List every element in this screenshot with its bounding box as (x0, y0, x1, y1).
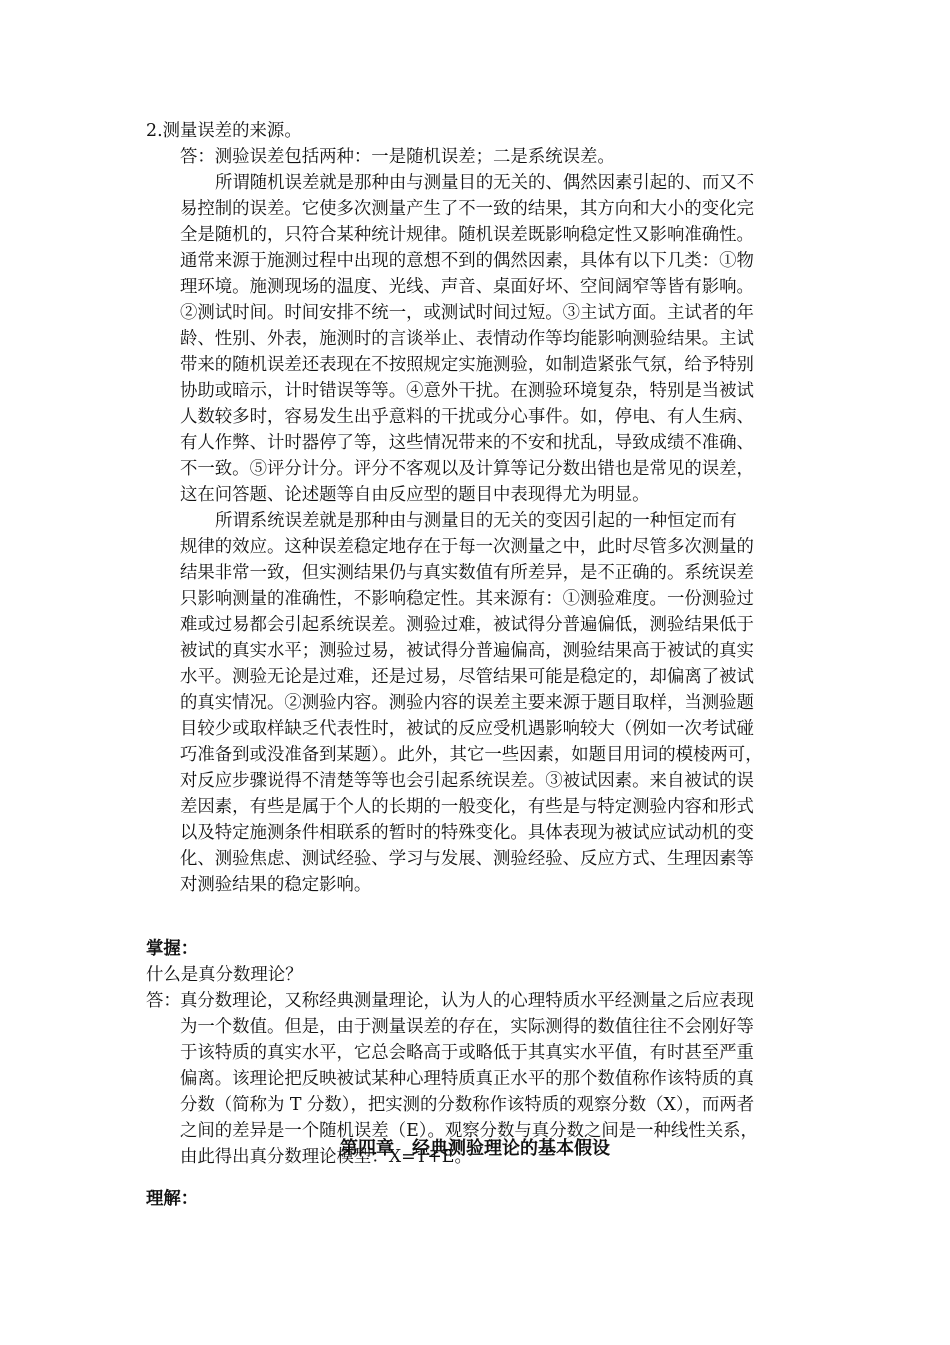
paragraph-line: 这在问答题、论述题等自由反应型的题目中表现得尤为明显。 (180, 485, 650, 505)
paragraph-line: 易控制的误差。它使多次测量产生了不一致的结果，其方向和大小的变化完 (180, 199, 754, 219)
paragraph-line: 通常来源于施测过程中出现的意想不到的偶然因素，具体有以下几类：①物 (180, 251, 754, 271)
paragraph-line: 化、测验焦虑、测试经验、学习与发展、测验经验、反应方式、生理因素等 (180, 849, 754, 869)
paragraph-line: 理环境。施测现场的温度、光线、声音、桌面好坏、空间阔窄等皆有影响。 (180, 277, 754, 297)
paragraph-line: 难或过易都会引起系统误差。测验过难，被试得分普遍偏低，测验结果低于 (180, 615, 754, 635)
paragraph-line: 被试的真实水平；测验过易，被试得分普遍偏高，测验结果高于被试的真实 (180, 641, 754, 661)
paragraph-line: 龄、性别、外表，施测时的言谈举止、表情动作等均能影响测验结果。主试 (180, 329, 754, 349)
answer-line: 分数（简称为 T 分数），把实测的分数称作该特质的观察分数（X），而两者 (180, 1095, 755, 1115)
paragraph-line: 全是随机的，只符合某种统计规律。随机误差既影响稳定性又影响准确性。 (180, 225, 754, 245)
paragraph-line: 协助或暗示，计时错误等等。④意外干扰。在测验环境复杂，特别是当被试 (180, 381, 754, 401)
paragraph-line: 差因素，有些是属于个人的长期的一般变化，有些是与特定测验内容和形式 (180, 797, 754, 817)
answer-line: 之间的差异是一个随机误差（E）。观察分数与真分数之间是一种线性关系， (180, 1121, 758, 1141)
paragraph-line: 所谓随机误差就是那种由与测量目的无关的、偶然因素引起的、而又不 (215, 173, 755, 193)
paragraph-line: 规律的效应。这种误差稳定地存在于每一次测量之中，此时尽管多次测量的 (180, 537, 754, 557)
paragraph-line: 对反应步骤说得不清楚等等也会引起系统误差。③被试因素。来自被试的误 (180, 771, 754, 791)
paragraph-line: 只影响测量的准确性，不影响稳定性。其来源有：①测验难度。一份测验过 (180, 589, 754, 609)
answer-line: 于该特质的真实水平，它总会略高于或略低于其真实水平值，有时甚至严重 (180, 1043, 754, 1063)
paragraph-line: 不一致。⑤评分计分。评分不客观以及计算等记分数出错也是常见的误差， (180, 459, 754, 479)
paragraph-line: 巧准备到或没准备到某题）。此外，其它一些因素，如题目用词的模棱两可， (180, 745, 763, 765)
answer-line: 为一个数值。但是，由于测量误差的存在，实际测得的数值往往不会刚好等 (180, 1017, 754, 1037)
paragraph-line: 目较少或取样缺乏代表性时，被试的反应受机遇影响较大（例如一次考试碰 (180, 719, 754, 739)
paragraph-line: 结果非常一致，但实测结果仍与真实数值有所差异，是不正确的。系统误差 (180, 563, 754, 583)
answer-line: 真分数理论，又称经典测量理论，认为人的心理特质水平经测量之后应表现 (180, 991, 754, 1011)
question-text: 什么是真分数理论？ (146, 965, 303, 985)
paragraph-line: 带来的随机误差还表现在不按照规定实施测验，如制造紧张气氛，给予特别 (180, 355, 754, 375)
answer-line: 由此得出真分数理论模型：X=T+E。 (180, 1147, 472, 1167)
paragraph-line: 水平。测验无论是过难，还是过易，尽管结果可能是稳定的，却偏离了被试 (180, 667, 754, 687)
section-heading: 2.测量误差的来源。 (146, 121, 302, 141)
mastery-heading: 掌握： (146, 939, 199, 959)
answer-intro: 答：测验误差包括两种：一是随机误差；二是系统误差。 (180, 147, 615, 167)
paragraph-line: 所谓系统误差就是那种由与测量目的无关的变因引起的一种恒定而有 (215, 511, 737, 531)
answer-line: 偏离。该理论把反映被试某种心理特质真正水平的那个数值称作该特质的真 (180, 1069, 754, 1089)
understanding-heading: 理解： (146, 1189, 199, 1209)
paragraph-line: 以及特定施测条件相联系的暂时的特殊变化。具体表现为被试应试动机的变 (180, 823, 754, 843)
paragraph-line: ②测试时间。时间安排不统一，或测试时间过短。③主试方面。主试者的年 (180, 303, 754, 323)
paragraph-line: 对测验结果的稳定影响。 (180, 875, 372, 895)
paragraph-line: 人数较多时，容易发生出乎意料的干扰或分心事件。如，停电、有人生病、 (180, 407, 754, 427)
paragraph-line: 的真实情况。②测验内容。测验内容的误差主要来源于题目取样，当测验题 (180, 693, 754, 713)
paragraph-line: 有人作弊、计时器停了等，这些情况带来的不安和扰乱，导致成绩不准确、 (180, 433, 754, 453)
answer-prefix: 答： (146, 991, 181, 1011)
chapter-title: 第四章 经典测验理论的基本假设 (340, 1138, 610, 1159)
